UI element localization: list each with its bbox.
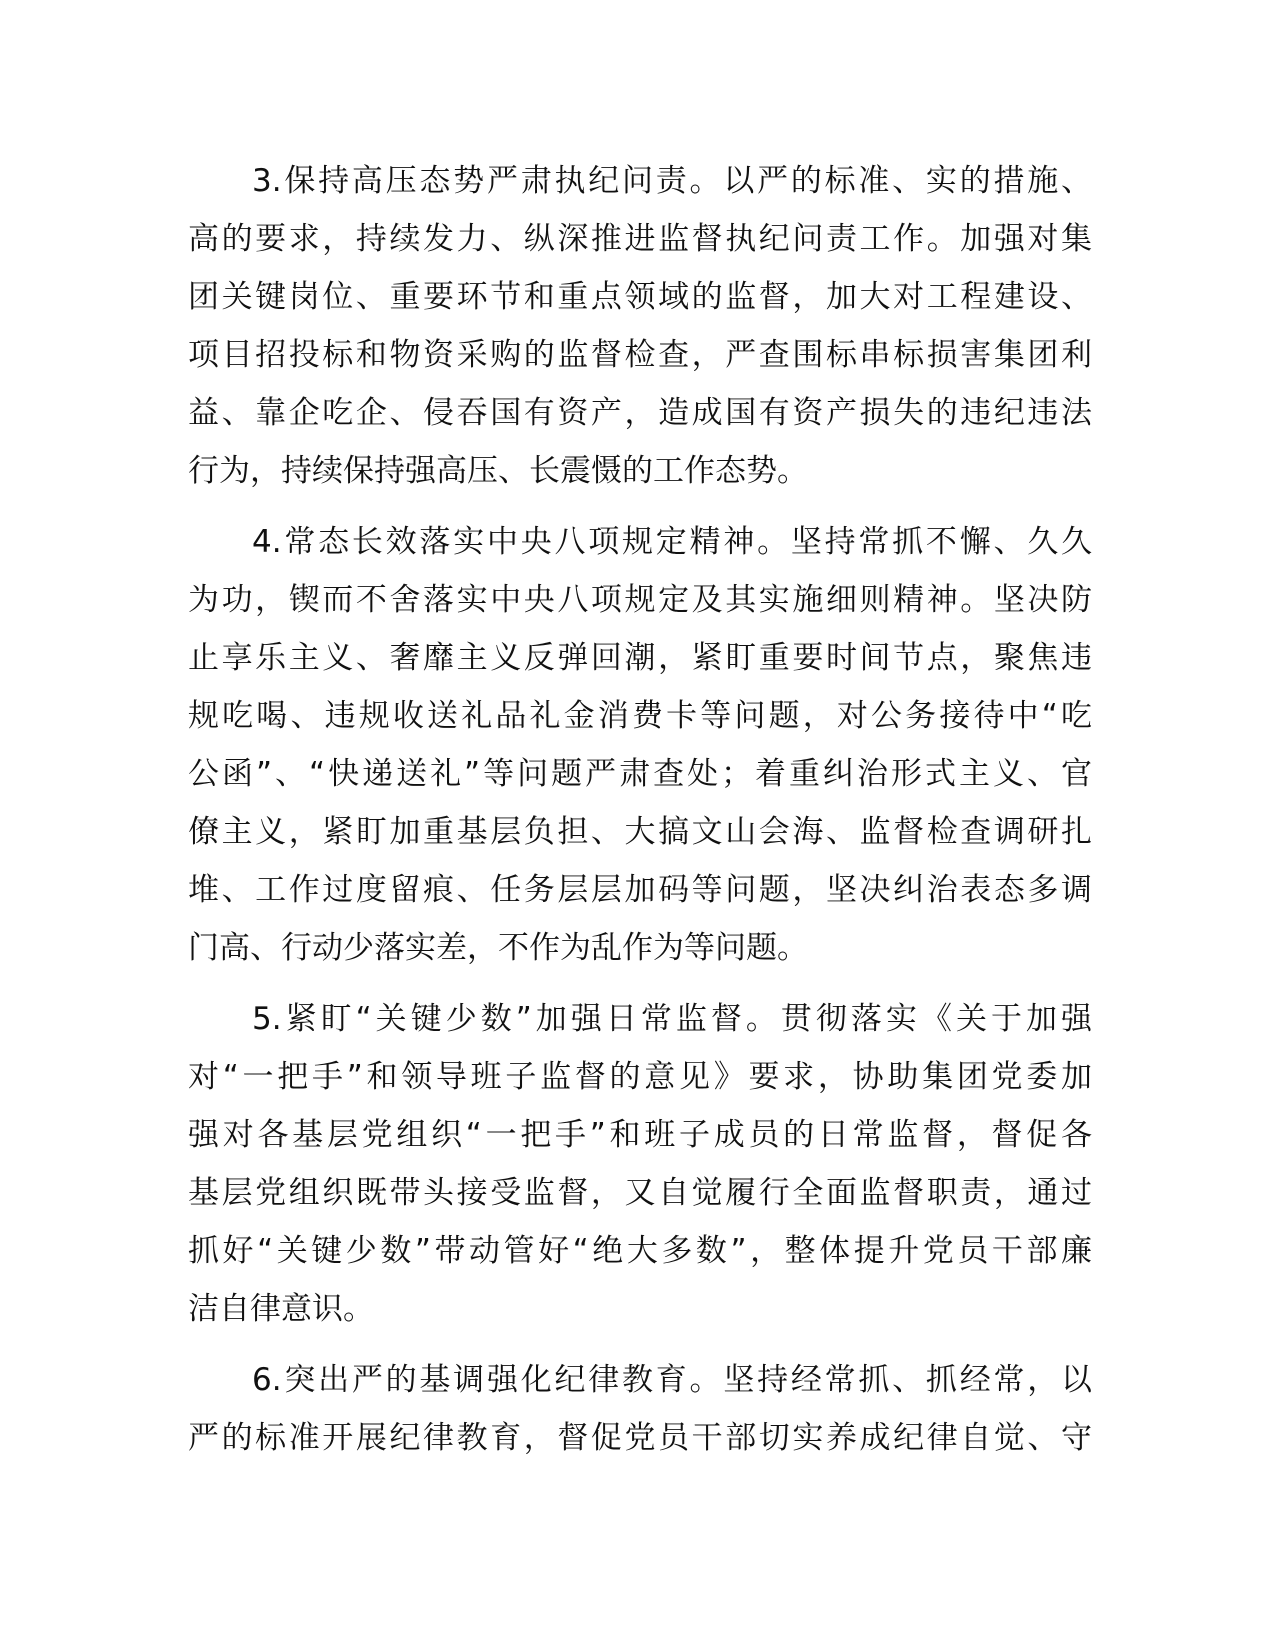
text-line: 抓好“关键少数”带动管好“绝大多数”，整体提升党员干部廉 bbox=[188, 1233, 1092, 1269]
document-body bbox=[188, 152, 1092, 1480]
text-line: 益、靠企吃企、侵吞国有资产，造成国有资产损失的违纪违法 bbox=[188, 395, 1092, 431]
text-line: 洁自律意识。 bbox=[188, 1291, 374, 1327]
text-line: 堆、工作过度留痕、任务层层加码等问题，坚决纠治表态多调 bbox=[188, 872, 1092, 908]
text-line: 行为，持续保持强高压、长震慑的工作态势。 bbox=[188, 453, 808, 489]
text-line: 严的标准开展纪律教育，督促党员干部切实养成纪律自觉、守 bbox=[188, 1420, 1092, 1456]
text-line: 项目招投标和物资采购的监督检查，严查围标串标损害集团利 bbox=[188, 337, 1092, 373]
text-line: 公函”、“快递送礼”等问题严肃查处；着重纠治形式主义、官 bbox=[188, 756, 1092, 792]
paragraph-6 bbox=[188, 1351, 1092, 1467]
text-line: 止享乐主义、奢靡主义反弹回潮，紧盯重要时间节点，聚焦违 bbox=[188, 640, 1092, 676]
text-line: 4.常态长效落实中央八项规定精神。坚持常抓不懈、久久 bbox=[252, 524, 1092, 560]
paragraph-4 bbox=[188, 513, 1092, 977]
text-line: 规吃喝、违规收送礼品礼金消费卡等问题，对公务接待中“吃 bbox=[188, 698, 1092, 734]
text-line: 为功，锲而不舍落实中央八项规定及其实施细则精神。坚决防 bbox=[188, 582, 1092, 618]
text-line: 高的要求，持续发力、纵深推进监督执纪问责工作。加强对集 bbox=[188, 221, 1092, 257]
text-line: 对“一把手”和领导班子监督的意见》要求，协助集团党委加 bbox=[188, 1059, 1092, 1095]
text-line: 僚主义，紧盯加重基层负担、大搞文山会海、监督检查调研扎 bbox=[188, 814, 1092, 850]
text-line: 强对各基层党组织“一把手”和班子成员的日常监督，督促各 bbox=[188, 1117, 1092, 1153]
text-line: 基层党组织既带头接受监督，又自觉履行全面监督职责，通过 bbox=[188, 1175, 1092, 1211]
paragraph-3 bbox=[188, 152, 1092, 500]
text-line: 团关键岗位、重要环节和重点领域的监督，加大对工程建设、 bbox=[188, 279, 1092, 315]
text-line: 6.突出严的基调强化纪律教育。坚持经常抓、抓经常，以 bbox=[252, 1362, 1092, 1398]
text-line: 3.保持高压态势严肃执纪问责。以严的标准、实的措施、 bbox=[252, 163, 1092, 199]
text-line: 5.紧盯“关键少数”加强日常监督。贯彻落实《关于加强 bbox=[252, 1001, 1092, 1037]
paragraph-5 bbox=[188, 990, 1092, 1338]
text-line: 门高、行动少落实差，不作为乱作为等问题。 bbox=[188, 930, 808, 966]
